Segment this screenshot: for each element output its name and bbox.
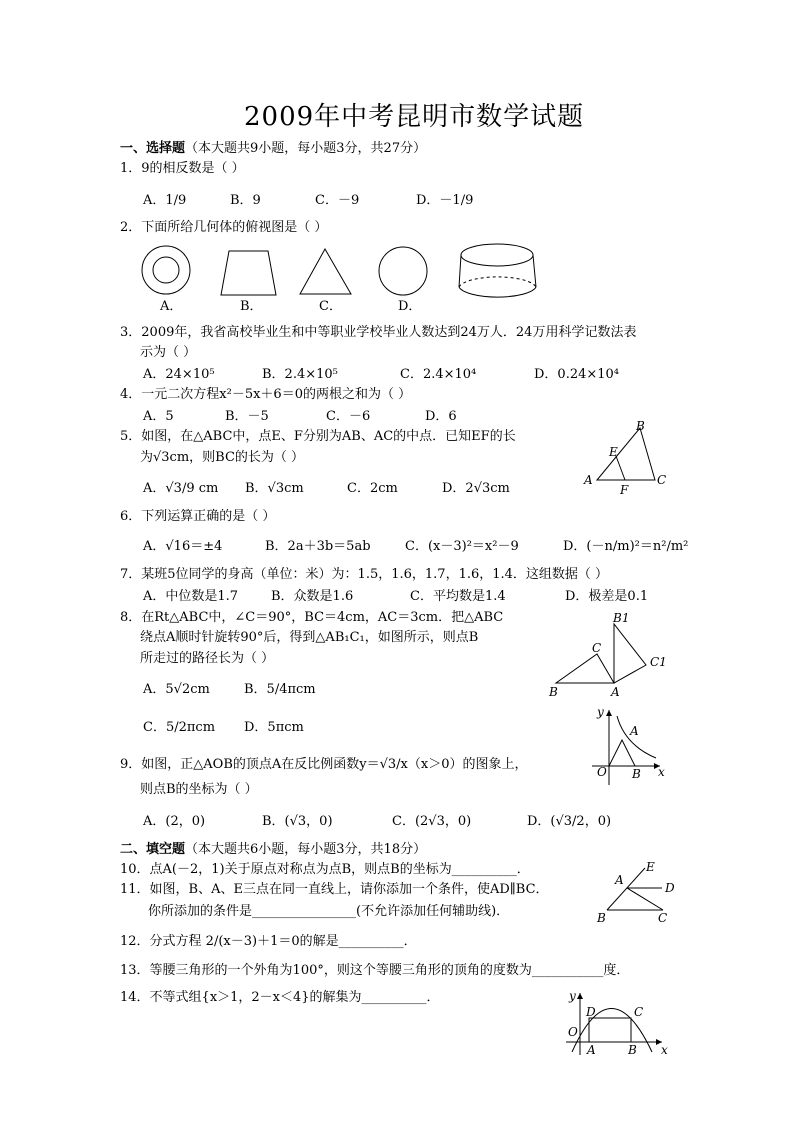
q2-label-d: D． (398, 299, 422, 314)
q1-option-a: A．1/9 (143, 193, 187, 208)
q7-option-c: C．平均数是1.4 (410, 589, 506, 604)
q14-label-b: B (628, 1043, 637, 1057)
q8-label-c1: C1 (650, 655, 667, 669)
q8-label-a: A (611, 685, 620, 699)
q3-option-b: B．2.4×10⁵ (262, 367, 338, 382)
q5-option-c: C．2cm (347, 481, 398, 496)
q7-option-b: B．众数是1.6 (271, 589, 354, 604)
q3-stem-line1: 3．2009年，我省高校毕业生和中等职业学校毕业人数达到24万人．24万用科学记数法表 (120, 325, 637, 340)
q8-stem-line3: 所走过的路径长为（ ） (140, 651, 275, 666)
q5-option-b: B．√3cm (245, 481, 304, 496)
q4-option-c: C．－6 (326, 409, 371, 424)
q11-stem-line1: 11．如图，B、A、E三点在同一直线上，请你添加一个条件，使AD∥BC． (120, 882, 549, 897)
q8-label-c: C (592, 641, 602, 655)
q9-label-x: x (658, 765, 665, 779)
q6-option-a: A．√16＝±4 (143, 539, 223, 554)
q14-label-a: A (587, 1043, 596, 1057)
q14-label-c: C (634, 1005, 644, 1019)
q3-stem-line2: 示为（ ） (140, 345, 197, 360)
q14-stem: 14．不等式组{x＞1，2－x＜4}的解集为__________． (120, 990, 440, 1005)
q2-stem: 2．下面所给几何体的俯视图是（ ） (120, 220, 328, 235)
q14-label-y: y (569, 989, 576, 1003)
page-title: 2009年中考昆明市数学试题 (244, 102, 585, 132)
q5-label-a: A (584, 473, 593, 487)
q4-option-d: D．6 (425, 409, 457, 424)
q8-label-b1: B1 (613, 611, 630, 625)
q8-option-c: C．5/2πcm (143, 720, 216, 735)
q14-label-x: x (661, 1043, 668, 1057)
q11-label-e: E (646, 860, 655, 874)
q5-label-e: E (609, 445, 618, 459)
q12-stem: 12．分式方程 2/(x－3)＋1＝0的解是__________． (120, 934, 417, 949)
q8-stem-line1: 8．在Rt△ABC中，∠C＝90°，BC＝4cm，AC＝3cm．把△ABC (120, 610, 504, 625)
q3-option-d: D．0.24×10⁴ (534, 367, 620, 382)
q5-option-a: A．√3/9 cm (143, 481, 219, 496)
q5-label-f: F (620, 483, 629, 497)
q8-option-b: B．5/4πcm (244, 682, 316, 697)
q9-label-y: y (597, 705, 604, 719)
q2-label-b: B． (240, 299, 263, 314)
q11-label-c: C (658, 911, 668, 925)
q6-option-c: C．(x－3)²＝x²－9 (405, 539, 519, 554)
q1-option-c: C．－9 (315, 193, 360, 208)
q8-option-a: A．5√2cm (143, 682, 210, 697)
section-1-note: （本大题共9小题，每小题3分，共27分） (185, 141, 427, 156)
q10-stem: 10．点A(－2，1)关于原点对称点为点B，则点B的坐标为__________． (120, 862, 530, 877)
q2-label-c: C． (319, 299, 342, 314)
q8-label-b: B (549, 685, 558, 699)
q4-stem: 4．一元二次方程x²－5x＋6＝0的两根之和为（ ） (120, 387, 412, 402)
q4-option-a: A．5 (143, 409, 174, 424)
q9-label-o: O (597, 765, 607, 779)
q8-stem-line2: 绕点A顺时针旋转90°后，得到△AB₁C₁，如图所示，则点B (140, 630, 479, 645)
q7-stem: 7．某班5位同学的身高（单位：米）为：1.5，1.6，1.7，1.6，1.4．这组数据（ ） (120, 567, 609, 582)
q2-label-a: A． (160, 299, 183, 314)
q11-label-a: A (615, 873, 624, 887)
q6-option-d: D．(－n/m)²＝n²/m² (563, 539, 689, 554)
q8-option-d: D．5πcm (244, 720, 304, 735)
q9-option-b: B．(√3，0) (262, 814, 333, 829)
q9-option-a: A．(2，0) (143, 814, 206, 829)
section-1-title: 一、选择题 (120, 141, 186, 156)
section-2-note: （本大题共6小题，每小题3分，共18分） (185, 842, 427, 857)
q9-option-c: C．(2√3，0) (392, 814, 472, 829)
q5-label-b: B (636, 419, 645, 433)
q3-option-a: A．24×10⁵ (143, 367, 215, 382)
q11-label-d: D (665, 881, 675, 895)
q9-label-b: B (632, 767, 641, 781)
q5-stem-line2: 为√3cm，则BC的长为（ ） (140, 450, 305, 465)
q6-option-b: B．2a＋3b＝5ab (265, 539, 371, 554)
q11-label-b: B (597, 911, 606, 925)
q4-option-b: B．－5 (225, 409, 269, 424)
q1-option-d: D．－1/9 (416, 193, 474, 208)
section-2-title: 二、填空题 (120, 842, 186, 857)
q3-option-c: C．2.4×10⁴ (400, 367, 477, 382)
q11-stem-line2: 你所添加的条件是________________(不允许添加任何辅助线)． (148, 904, 510, 919)
q5-stem-line1: 5．如图，在△ABC中，点E、F分别为AB、AC的中点．已知EF的长 (120, 429, 516, 444)
q14-label-d: D (586, 1005, 596, 1019)
q7-option-d: D．极差是0.1 (565, 589, 649, 604)
q9-option-d: D．(√3/2，0) (527, 814, 612, 829)
q5-label-c: C (657, 473, 667, 487)
q9-stem-line1: 9．如图，正△AOB的顶点A在反比例函数y＝√3/x（x＞0）的图象上， (120, 757, 528, 772)
q14-label-o: O (568, 1025, 578, 1039)
q5-option-d: D．2√3cm (442, 481, 510, 496)
q1-stem: 1．9的相反数是（ ） (120, 161, 245, 176)
q9-stem-line2: 则点B的坐标为（ ） (140, 782, 258, 797)
q7-option-a: A．中位数是1.7 (143, 589, 239, 604)
q9-label-a: A (630, 724, 639, 738)
q1-option-b: B．9 (230, 193, 261, 208)
q6-stem: 6．下列运算正确的是（ ） (120, 509, 276, 524)
q13-stem: 13．等腰三角形的一个外角为100°，则这个等腰三角形的顶角的度数为___________度． (120, 963, 630, 978)
